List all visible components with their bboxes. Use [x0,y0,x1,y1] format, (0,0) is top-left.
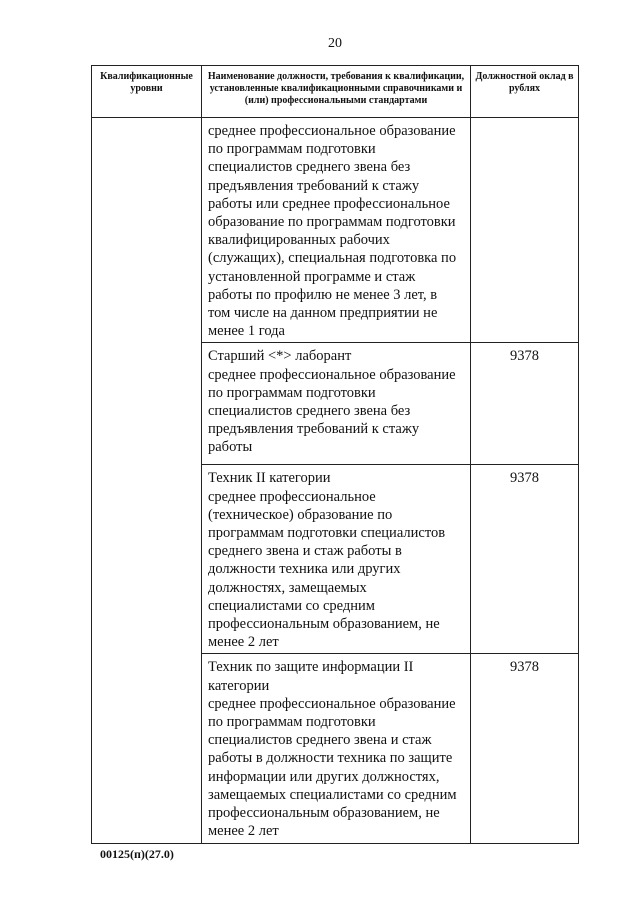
document-code: 00125(п)(27.0) [100,847,174,861]
salary-cell [471,465,579,654]
header-salary: Должностной оклад в рублях [471,66,579,118]
qualification-table [91,65,579,844]
salary-value: 9378 [510,348,539,365]
salary-cell [471,343,579,465]
salary-value: 9378 [510,659,539,676]
header-qualification-levels: Квалификационные уровни [92,66,202,118]
salary-cell [471,118,579,343]
position-description-cell [202,465,471,654]
position-description: Техник по защите информации II категории среднее профессиональное образование по программам подготовки специалистов среднего звена и стаж работы в должности техника по защите информации или других должностях, замещаемых специалистами со средним профессиональным образованием, не менее 2 лет [208,659,457,840]
position-description: Старший <*> лаборант среднее профессиональное образование по программам подготовки специалистов среднего звена без предъявления требований к стажу работы [208,348,456,456]
position-description-cell [202,118,471,343]
table-header-row [92,66,579,118]
position-description: Техник II категории среднее профессиональное (техническое) образование по программам подготовки специалистов среднего звена и стаж работы в должности техника или других должностях, замещаемых специалистами со средним профессиональным образованием, не менее 2 лет [208,470,446,651]
salary-cell [471,654,579,843]
salary-value [471,118,578,122]
header-position-requirements: Наименование должности, требования к квалификации, установленные квалификационными справочниками и (или) профессиональными стандартами [202,66,471,118]
page-number: 20 [328,36,342,51]
position-description: среднее профессиональное образование по программам подготовки специалистов среднего звена без предъявления требований к стажу работы или среднее профессиональное образование по программам подготовки квалифицированных рабочих (служащих), специальная подготовка по установленной программе и стаж работы по профилю не менее 3 лет, в том числе на данном предприятии не менее 1 года [208,123,457,340]
qualification-level-cell [92,118,202,844]
qualification-level-text [92,118,201,124]
position-description-cell [202,654,471,843]
salary-value: 9378 [510,470,539,487]
table-row [92,118,579,343]
position-description-cell [202,343,471,465]
